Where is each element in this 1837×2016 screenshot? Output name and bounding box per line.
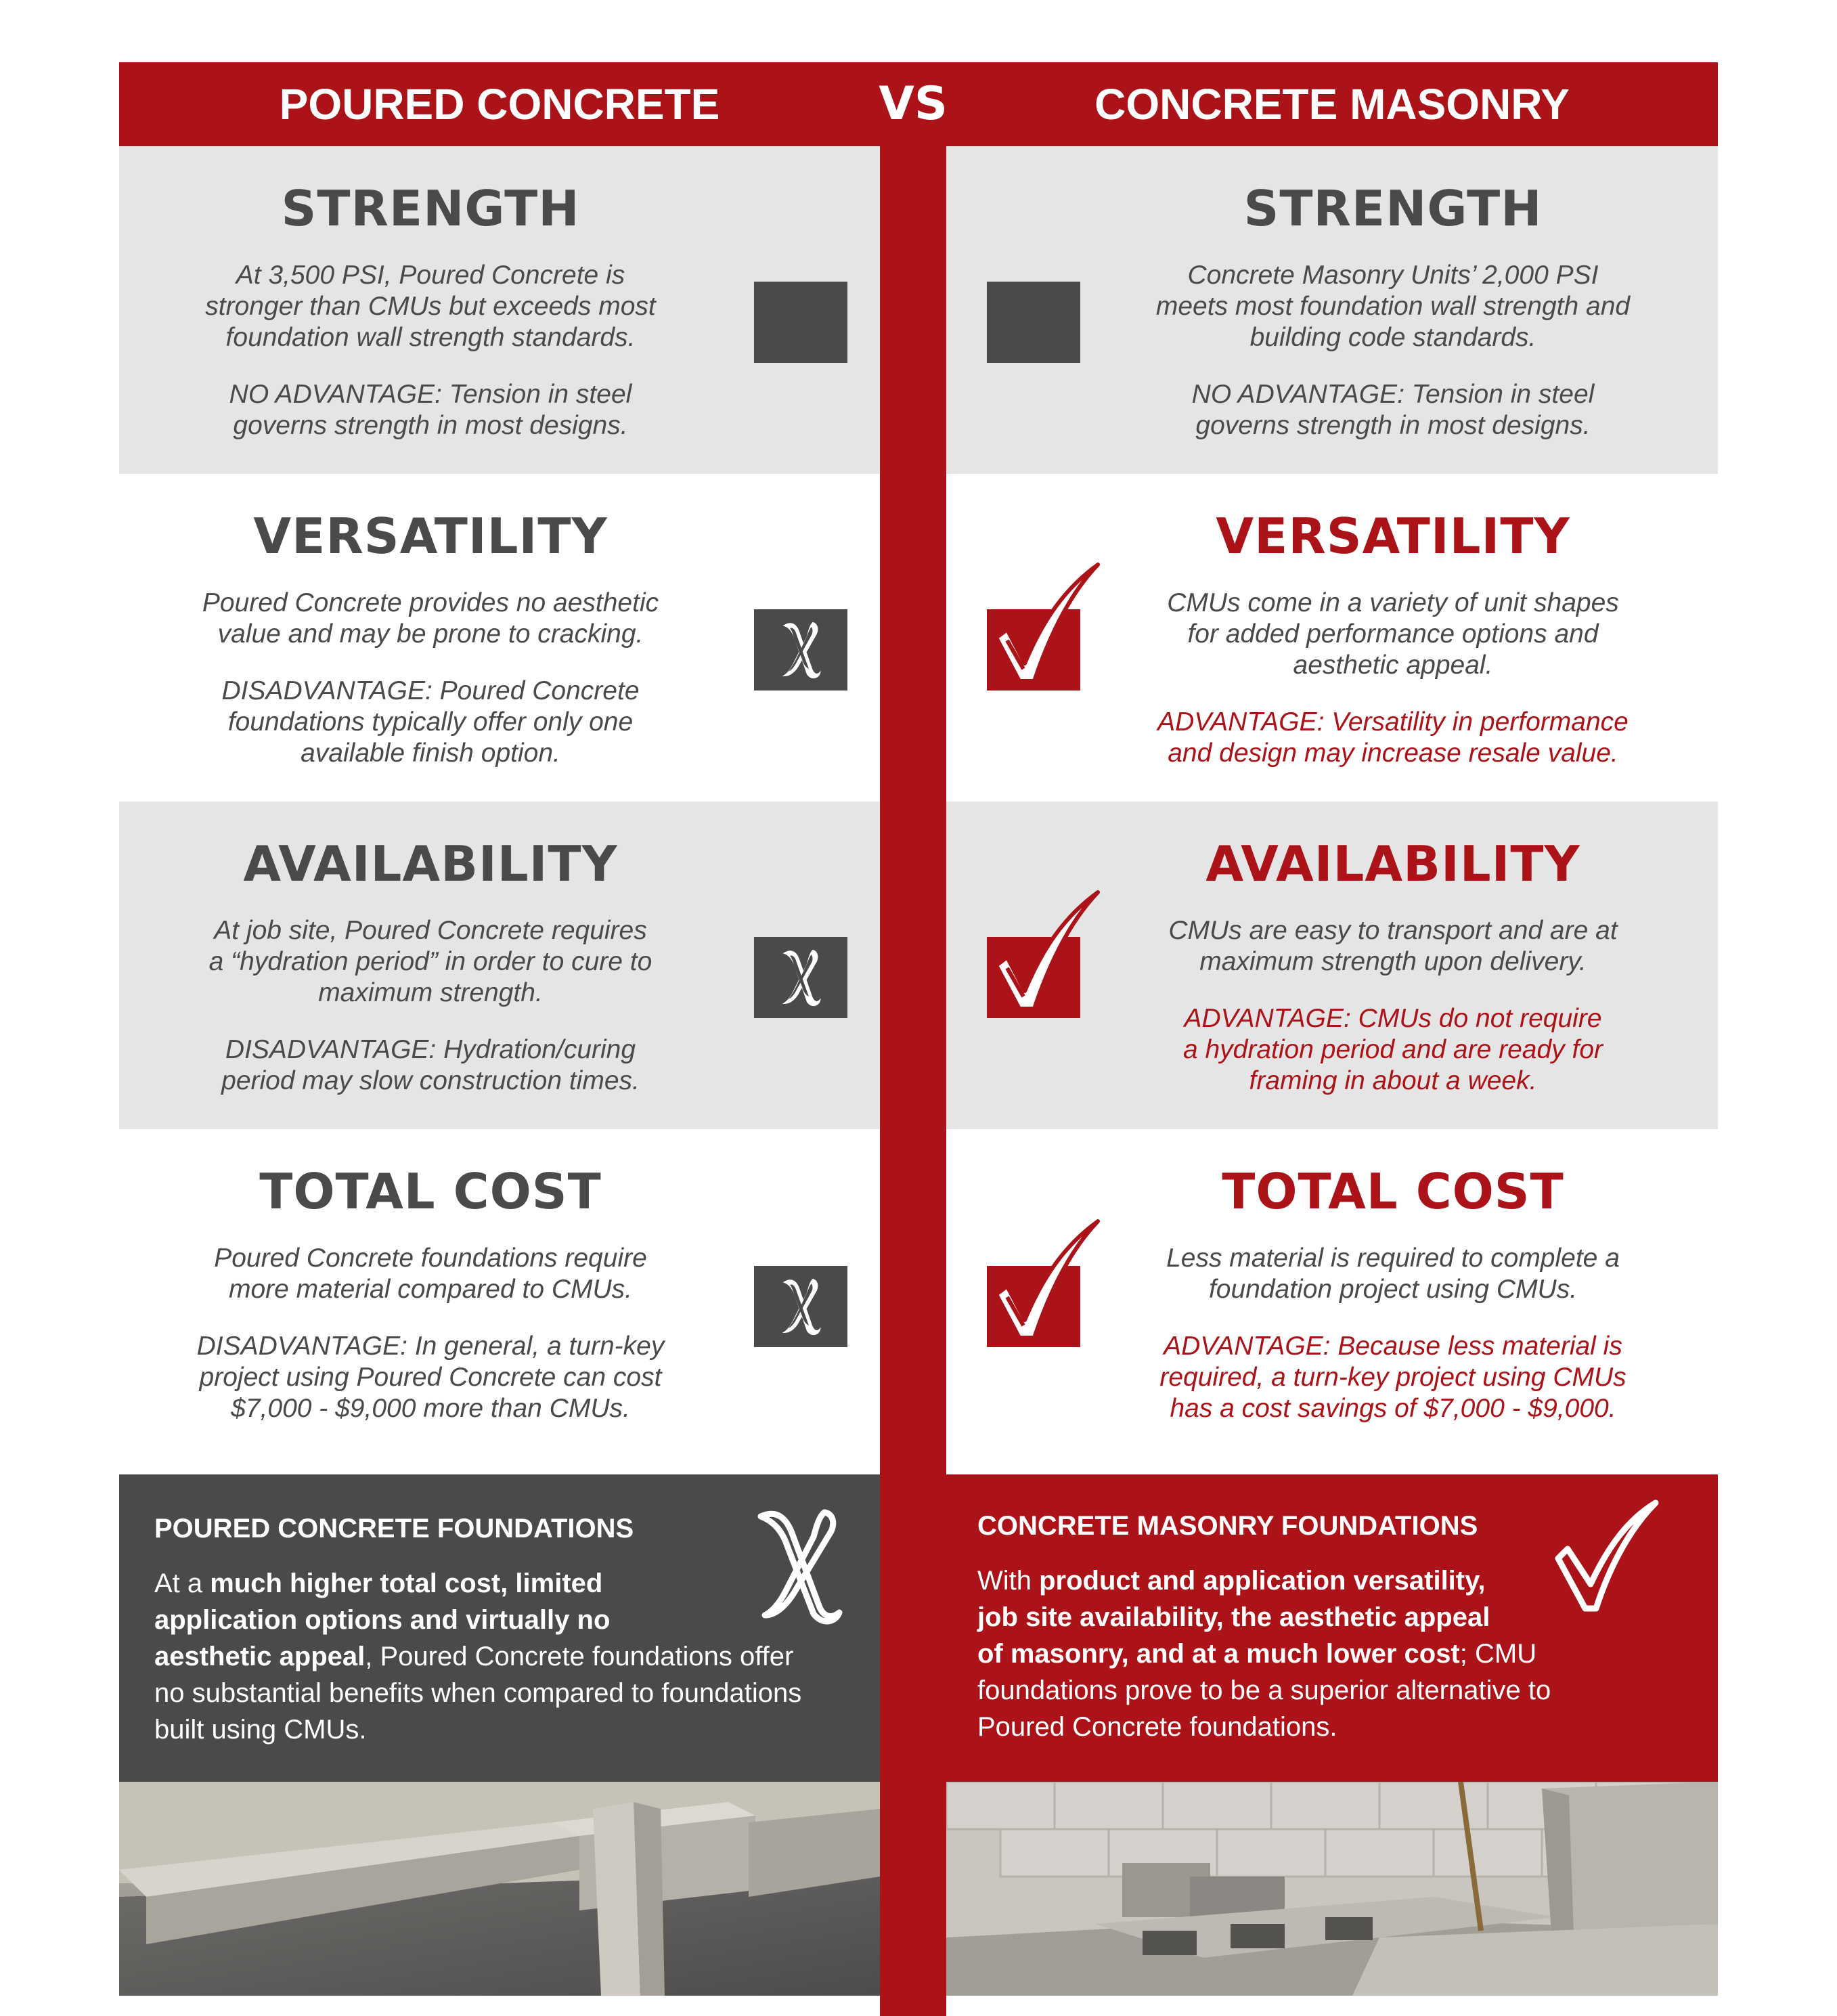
summary-emphasis: aesthetic appeal bbox=[154, 1642, 366, 1671]
poured-total-cost-cell bbox=[119, 1129, 880, 1457]
summary-emphasis: of masonry, and at a much lower cost bbox=[977, 1639, 1460, 1669]
masonry-total-cost-cell bbox=[946, 1129, 1718, 1457]
verdict-line: a hydration period and are ready for bbox=[1182, 1035, 1603, 1064]
section-title: STRENGTH bbox=[1243, 180, 1543, 237]
checkmark-icon bbox=[987, 937, 1080, 1018]
masonry-summary-heading: CONCRETE MASONRY FOUNDATIONS bbox=[977, 1511, 1478, 1541]
summary-line bbox=[977, 1709, 1702, 1745]
checkmark-icon bbox=[987, 609, 1080, 691]
comparison-row-total-cost bbox=[119, 1129, 1718, 1457]
comparison-row-availability bbox=[119, 802, 1718, 1129]
comparison-row-versatility bbox=[119, 474, 1718, 802]
verdict-line: available finish option. bbox=[301, 739, 560, 768]
section-title: AVAILABILITY bbox=[243, 835, 618, 892]
verdict-line: DISADVANTAGE: Hydration/curing bbox=[225, 1035, 636, 1064]
summary-text: ; CMU bbox=[1459, 1639, 1537, 1669]
summary-text: With bbox=[977, 1566, 1040, 1596]
summary-text: , Poured Concrete foundations offer bbox=[365, 1642, 794, 1671]
section-verdict bbox=[126, 379, 735, 441]
description-line: foundation project using CMUs. bbox=[1208, 1275, 1578, 1304]
summary-line bbox=[154, 1638, 872, 1675]
description-line: Less material is required to complete a bbox=[1166, 1244, 1620, 1273]
section-description bbox=[1088, 260, 1698, 353]
poured-versatility-cell bbox=[119, 474, 880, 802]
description-line: maximum strength. bbox=[318, 978, 543, 1007]
summary-emphasis: job site availability, the aesthetic appeal bbox=[977, 1602, 1490, 1632]
section-title: TOTAL COST bbox=[259, 1163, 602, 1220]
verdict-line: ADVANTAGE: Versatility in performance bbox=[1157, 707, 1629, 737]
section-verdict bbox=[126, 1034, 735, 1097]
masonry-versatility-cell bbox=[946, 474, 1718, 802]
section-verdict bbox=[1088, 707, 1698, 769]
comparison-row-strength bbox=[119, 146, 1718, 474]
description-line: maximum strength upon delivery. bbox=[1199, 947, 1587, 976]
vs-label: VS bbox=[879, 77, 948, 131]
summary-line bbox=[977, 1672, 1702, 1709]
verdict-line: $7,000 - $9,000 more than CMUs. bbox=[231, 1394, 630, 1423]
description-line: CMUs come in a variety of unit shapes bbox=[1167, 588, 1619, 617]
verdict-line: governs strength in most designs. bbox=[233, 411, 628, 440]
description-line: meets most foundation wall strength and bbox=[1155, 292, 1631, 321]
section-verdict bbox=[1088, 1003, 1698, 1097]
verdict-line: DISADVANTAGE: In general, a turn-key bbox=[196, 1332, 665, 1361]
poured-summary-heading: POURED CONCRETE FOUNDATIONS bbox=[154, 1514, 634, 1543]
section-verdict bbox=[126, 1331, 735, 1424]
verdict-line: ADVANTAGE: CMUs do not require bbox=[1184, 1004, 1602, 1033]
section-description bbox=[1088, 1243, 1698, 1305]
summary-line bbox=[154, 1711, 872, 1748]
summary-text: At a bbox=[154, 1569, 211, 1598]
summary-text: Poured Concrete foundations. bbox=[977, 1712, 1337, 1742]
summary-text: no substantial benefits when compared to foundations bbox=[154, 1678, 802, 1708]
description-line: stronger than CMUs but exceeds most bbox=[205, 292, 656, 321]
verdict-line: NO ADVANTAGE: Tension in steel bbox=[229, 380, 632, 409]
verdict-line: governs strength in most designs. bbox=[1195, 411, 1591, 440]
poured-concrete-heading: POURED CONCRETE bbox=[279, 80, 720, 129]
masonry-summary-box bbox=[946, 1474, 1718, 1782]
summary-line bbox=[154, 1675, 872, 1711]
section-verdict bbox=[126, 676, 735, 769]
description-line: more material compared to CMUs. bbox=[228, 1275, 632, 1304]
section-title: VERSATILITY bbox=[253, 508, 608, 565]
section-description bbox=[126, 260, 735, 353]
description-line: Poured Concrete provides no aesthetic bbox=[202, 588, 659, 617]
section-description bbox=[126, 1243, 735, 1305]
summary-emphasis: application options and virtually no bbox=[154, 1605, 611, 1635]
section-verdict bbox=[1088, 1331, 1698, 1424]
x-mark-icon bbox=[749, 1504, 850, 1626]
verdict-line: framing in about a week. bbox=[1249, 1066, 1537, 1095]
poured-strength-cell bbox=[119, 146, 880, 474]
verdict-line: ADVANTAGE: Because less material is bbox=[1164, 1332, 1622, 1361]
section-description bbox=[126, 588, 735, 650]
x-mark-icon bbox=[754, 937, 847, 1018]
section-title: STRENGTH bbox=[281, 180, 580, 237]
poured-summary-box bbox=[119, 1474, 880, 1782]
verdict-line: period may slow construction times. bbox=[221, 1066, 640, 1095]
description-line: building code standards. bbox=[1249, 323, 1536, 352]
x-mark-icon bbox=[754, 1266, 847, 1347]
description-line: aesthetic appeal. bbox=[1293, 651, 1493, 680]
checkmark-icon bbox=[987, 1266, 1080, 1347]
concrete-masonry-heading: CONCRETE MASONRY bbox=[1094, 80, 1570, 129]
section-title: TOTAL COST bbox=[1222, 1163, 1564, 1220]
section-title: AVAILABILITY bbox=[1205, 835, 1580, 892]
concrete-masonry-photo bbox=[946, 1782, 1718, 1996]
summary-emphasis: much higher total cost, limited bbox=[210, 1569, 603, 1598]
checkmark-icon bbox=[1554, 1499, 1662, 1614]
description-line: At job site, Poured Concrete requires bbox=[214, 916, 647, 945]
description-line: At 3,500 PSI, Poured Concrete is bbox=[236, 261, 625, 290]
poured-availability-cell bbox=[119, 802, 880, 1129]
verdict-line: has a cost savings of $7,000 - $9,000. bbox=[1170, 1394, 1616, 1423]
section-verdict bbox=[1088, 379, 1698, 441]
neutral-square-icon bbox=[754, 282, 847, 363]
summary-emphasis: product and application versatility, bbox=[1039, 1566, 1486, 1596]
description-line: Poured Concrete foundations require bbox=[214, 1244, 647, 1273]
verdict-line: NO ADVANTAGE: Tension in steel bbox=[1191, 380, 1595, 409]
description-line: foundation wall strength standards. bbox=[225, 323, 636, 352]
verdict-line: foundations typically offer only one bbox=[227, 707, 634, 737]
section-description bbox=[126, 915, 735, 1009]
description-line: value and may be prone to cracking. bbox=[217, 619, 644, 649]
verdict-line: and design may increase resale value. bbox=[1168, 739, 1618, 768]
verdict-line: required, a turn-key project using CMUs bbox=[1159, 1363, 1626, 1392]
poured-concrete-photo bbox=[119, 1782, 880, 1996]
masonry-availability-cell bbox=[946, 802, 1718, 1129]
section-description bbox=[1088, 588, 1698, 681]
summary-text: foundations prove to be a superior alternative to bbox=[977, 1675, 1551, 1705]
description-line: CMUs are easy to transport and are at bbox=[1168, 916, 1618, 945]
summary-line bbox=[977, 1636, 1702, 1672]
masonry-strength-cell bbox=[946, 146, 1718, 474]
neutral-square-icon bbox=[987, 282, 1080, 363]
verdict-line: project using Poured Concrete can cost bbox=[199, 1363, 662, 1392]
section-title: VERSATILITY bbox=[1216, 508, 1570, 565]
verdict-line: DISADVANTAGE: Poured Concrete bbox=[221, 676, 640, 705]
description-line: a “hydration period” in order to cure to bbox=[208, 947, 652, 976]
description-line: Concrete Masonry Units’ 2,000 PSI bbox=[1187, 261, 1599, 290]
description-line: for added performance options and bbox=[1187, 619, 1599, 649]
summary-text: built using CMUs. bbox=[154, 1715, 367, 1745]
section-description bbox=[1088, 915, 1698, 978]
x-mark-icon bbox=[754, 609, 847, 691]
